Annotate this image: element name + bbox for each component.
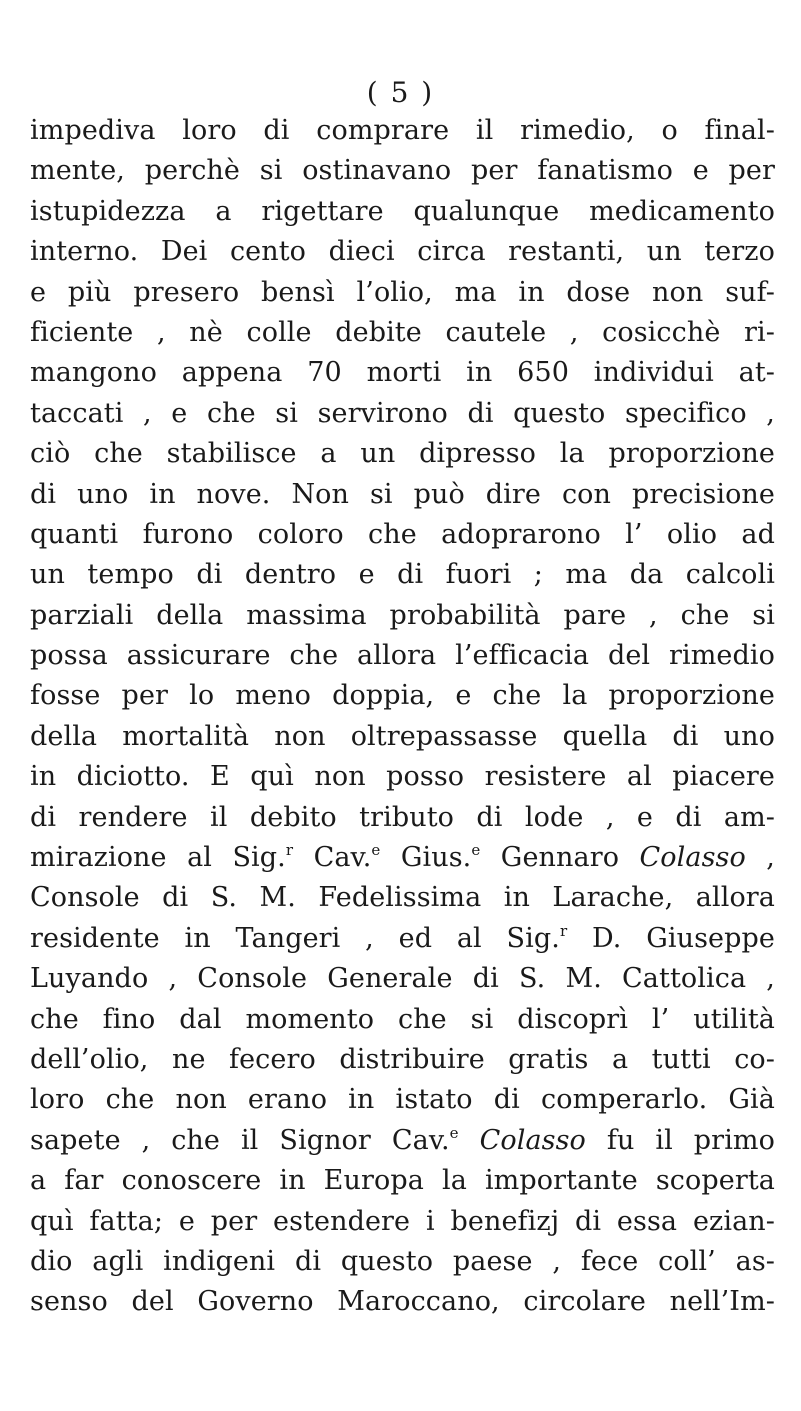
text-line: mangono appena 70 morti in 650 individui at- [30, 357, 775, 389]
text-line: loro che non erano in istato di comperarlo. Già [30, 1084, 775, 1116]
text-line: impediva loro di comprare il rimedio, o final- [30, 115, 775, 146]
text-line: di uno in nove. Non si può dire con precisione [30, 478, 775, 510]
superscript: r [285, 841, 294, 860]
text-line [30, 919, 775, 959]
text-segment: fu il primo [585, 1124, 775, 1156]
text-line: senso del Governo Maroccano, circolare nell’Im- [30, 1286, 775, 1318]
text-line: possa assicurare che allora l’efficacia del rimedio [30, 640, 775, 672]
text-line: mente, perchè si ostinavano per fanatismo e per [30, 155, 775, 187]
text-line: dio agli indigeni di questo paese , fece coll’ as- [30, 1245, 775, 1277]
italic-name: Colasso [639, 842, 746, 874]
body-text [30, 111, 775, 1323]
text-segment: sapete , che il Signor Cav. [30, 1124, 450, 1156]
text-line: che fino dal momento che si discoprì l’ utilità [30, 1003, 775, 1035]
text-segment: , [745, 842, 775, 874]
text-line: un tempo di dentro e di fuori ; ma da calcoli [30, 559, 775, 591]
text-line: dell’olio, ne fecero distribuire gratis a tutti co- [30, 1043, 775, 1075]
text-line: di rendere il debito tributo di lode , e di am- [30, 801, 775, 833]
text-line: in diciotto. E quì non posso resistere al piacere [30, 761, 775, 793]
superscript: r [559, 921, 568, 940]
text-segment: Gius. [380, 842, 472, 874]
text-line: ficiente , nè colle debite cautele , cosicchè ri- [30, 316, 775, 348]
text-line [30, 1121, 775, 1161]
text-line: a far conoscere in Europa la importante scoperta [30, 1165, 775, 1197]
text-segment [459, 1125, 480, 1156]
italic-name: Colasso [479, 1124, 586, 1156]
text-segment: Cav. [293, 842, 372, 874]
text-line: e più presero bensì l’olio, ma in dose non suf- [30, 276, 775, 308]
page-number: ( 5 ) [366, 76, 435, 109]
text-segment: Gennaro [480, 842, 640, 874]
text-line: parziali della massima probabilità pare , che si [30, 599, 775, 631]
superscript: e [371, 841, 381, 860]
text-line [30, 838, 775, 878]
text-line: fosse per lo meno doppia, e che la proporzione [30, 680, 775, 712]
text-segment: mirazione al Sig. [30, 842, 286, 874]
text-line: istupidezza a rigettare qualunque medicamento [30, 195, 775, 227]
text-line: quì fatta; e per estendere i benefizj di essa ezian- [30, 1205, 775, 1237]
text-line: taccati , e che si servirono di questo specifico , [30, 397, 775, 429]
text-line: Luyando , Console Generale di S. M. Cattolica , [30, 963, 775, 995]
superscript: e [449, 1123, 459, 1142]
text-line: interno. Dei cento dieci circa restanti, un terzo [30, 236, 775, 268]
text-line: della mortalità non oltrepassasse quella di uno [30, 720, 775, 752]
text-segment: D. Giuseppe [567, 922, 775, 954]
text-line: Console di S. M. Fedelissima in Larache, allora [30, 882, 775, 914]
text-segment: residente in Tangeri , ed al Sig. [30, 922, 560, 954]
text-line: ciò che stabilisce a un dipresso la proporzione [30, 438, 775, 470]
superscript: e [471, 841, 481, 860]
text-line: quanti furono coloro che adoprarono l’ olio ad [30, 518, 775, 550]
